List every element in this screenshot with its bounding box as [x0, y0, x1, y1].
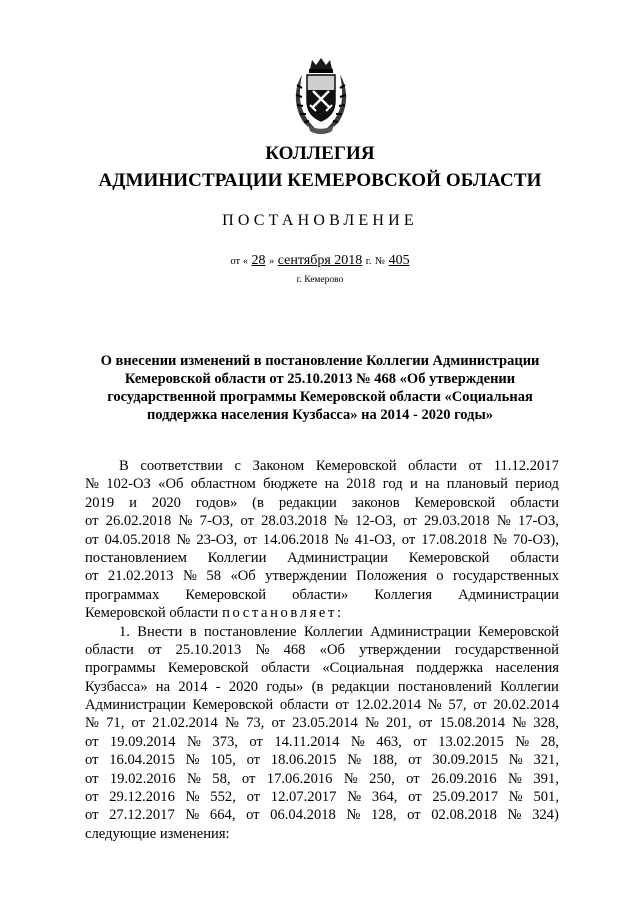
body-word: Коллегия	[374, 586, 433, 603]
date-month-year: сентября 2018	[277, 253, 363, 268]
body-word: 25.09.2017	[432, 789, 499, 806]
body-line	[85, 586, 559, 604]
body-word: 468	[283, 641, 306, 658]
body-word: 17-ОЗ,	[517, 513, 559, 530]
body-word: №	[185, 752, 200, 769]
body-word: Внести	[137, 623, 183, 640]
body-word: от	[418, 715, 433, 732]
body-word: №	[515, 733, 530, 750]
body-word: 664,	[209, 807, 236, 824]
body-word: от	[85, 531, 99, 548]
body-word: Кемеровской	[414, 494, 496, 511]
body-word: (в	[311, 678, 324, 695]
body-line	[85, 678, 559, 696]
body-word: 26.09.2016	[430, 770, 497, 787]
body-word: №	[185, 807, 200, 824]
body-word: 20.02.2014	[493, 697, 559, 714]
body-word: бюджете	[263, 476, 318, 493]
body-word: 26.02.2018	[105, 513, 172, 530]
body-word: 28,	[540, 733, 559, 750]
body-word: области»	[292, 586, 349, 603]
body-word: области	[510, 494, 559, 511]
body-word: 328,	[533, 715, 559, 732]
body-word: №	[346, 807, 361, 824]
body-word: 58	[206, 568, 221, 585]
body-word: от	[335, 697, 349, 714]
body-word: 128,	[371, 807, 397, 824]
body-word: №	[183, 568, 197, 585]
title-line: Кемеровской области от 25.10.2013 № 468 «Об утверждении	[124, 371, 516, 387]
body-word: В	[119, 458, 129, 474]
body-word: поддержка	[416, 660, 484, 677]
body-word: №	[347, 752, 362, 769]
body-word: области	[279, 697, 329, 714]
body-word: год	[382, 476, 403, 493]
body-word: 23.05.2014	[292, 715, 358, 732]
body-word: №	[186, 770, 201, 787]
body-word: области	[510, 549, 559, 566]
title-line: поддержка населения Кузбасса» на 2014 - 2020 годы»	[146, 407, 494, 423]
body-word: Положения	[356, 568, 427, 585]
body-word: №	[224, 715, 239, 732]
body-word: №	[334, 513, 348, 530]
body-word: 2020	[151, 494, 181, 511]
body-word: Администрации	[287, 549, 388, 566]
body-word: Администрации	[85, 697, 186, 714]
body-word: 364,	[371, 789, 398, 806]
body-word: №	[508, 770, 522, 787]
body-line	[85, 531, 559, 549]
body-word: на	[425, 476, 440, 493]
body-word: от	[473, 697, 487, 714]
body-word: постановляет:	[222, 605, 344, 622]
body-word: Кемеровской	[408, 549, 490, 566]
body-word: -	[215, 678, 221, 695]
body-word: от	[468, 458, 483, 474]
body-word: №	[508, 789, 523, 806]
body-word: №	[493, 531, 507, 548]
body-word: 25.10.2013	[175, 641, 242, 658]
body-word: в	[189, 623, 197, 640]
body-word: постановлением	[85, 549, 187, 566]
body-word: 06.04.2018	[270, 807, 336, 824]
body-word: Коллегии	[303, 623, 363, 640]
body-word: 19.02.2016	[109, 770, 176, 787]
body-word: государственной	[454, 641, 559, 658]
body-word: от	[85, 568, 99, 585]
body-word: 2014	[178, 678, 208, 695]
body-word: №	[427, 697, 442, 714]
title-line: О внесении изменений в постановление Коллегии Администрации	[100, 353, 540, 369]
body-word: Кемеровской	[185, 586, 267, 603]
body-word: 2020	[228, 678, 259, 695]
body-word: 105,	[210, 752, 236, 769]
body-word: от	[85, 789, 99, 806]
body-word: 463,	[376, 733, 402, 750]
body-word: от	[246, 807, 260, 824]
body-word: на	[324, 476, 339, 493]
body-line	[85, 788, 559, 806]
body-word: 04.05.2018	[104, 531, 171, 548]
body-word: законов	[351, 494, 400, 511]
body-word: от	[403, 513, 417, 530]
body-word: государственных	[452, 568, 559, 585]
body-word: постановление	[203, 623, 297, 640]
body-word: Кузбасса»	[85, 678, 148, 695]
body-word: 18.06.2015	[270, 752, 337, 769]
body-line	[85, 567, 559, 585]
document-date-number	[0, 253, 640, 269]
body-word: от	[241, 770, 256, 787]
body-word: 41-ОЗ,	[354, 531, 396, 548]
body-line	[85, 696, 559, 714]
body-word: 15.08.2014	[439, 715, 506, 732]
body-word: 58,	[212, 770, 231, 787]
body-word: области	[85, 641, 134, 658]
body-word: от	[147, 641, 162, 658]
body-word: 324)	[532, 807, 559, 824]
body-word: областном	[190, 476, 256, 493]
body-word: 19.09.2014	[109, 733, 176, 750]
body-word: №	[508, 752, 523, 769]
body-word: с	[234, 458, 241, 474]
body-word: №	[187, 733, 201, 750]
body-word: 11.12.2017	[493, 458, 559, 474]
body-word: 73,	[246, 715, 265, 732]
body-word: 12.07.2017	[270, 789, 337, 806]
body-word: «Об	[230, 568, 256, 585]
body-word: 321,	[533, 752, 559, 769]
body-word: 70-ОЗ),	[513, 531, 559, 548]
city: г. Кемерово	[296, 275, 344, 285]
body-word: 21.02.2013	[107, 568, 174, 585]
body-word: 501,	[533, 789, 559, 806]
body-word: «Об	[319, 641, 345, 658]
body-word: 188,	[371, 752, 398, 769]
body-word: №	[85, 476, 99, 493]
body-word: следующие изменения:	[85, 825, 230, 842]
body-word: №	[85, 715, 99, 732]
body-line	[85, 751, 559, 769]
body-word: №	[334, 531, 349, 548]
body-word: от	[246, 789, 261, 806]
body-word: утверждении	[265, 568, 347, 585]
body-word: Кемеровской области	[85, 605, 219, 622]
body-word: 17.06.2016	[266, 770, 333, 787]
body-word: Законом	[252, 458, 305, 474]
body-word: №	[343, 770, 358, 787]
body-line	[85, 623, 559, 641]
body-line	[85, 549, 559, 567]
body-word: 71,	[106, 715, 125, 732]
body-line	[85, 770, 559, 788]
body-line	[85, 714, 559, 732]
body-word: 201,	[386, 715, 412, 732]
body-word: 14.06.2018	[262, 531, 329, 548]
body-word: 12.02.2014	[355, 697, 422, 714]
body-word: 14.11.2014	[274, 733, 340, 750]
body-word: 102-ОЗ	[106, 476, 151, 493]
body-word: 57,	[448, 697, 467, 714]
body-word: постановлений	[397, 678, 492, 695]
body-line	[85, 512, 559, 530]
body-word: Коллегии	[207, 549, 267, 566]
body-word: от	[85, 733, 99, 750]
body-word: 29.03.2018	[423, 513, 490, 530]
body-word: Администрации	[370, 623, 471, 640]
body-line	[85, 733, 559, 751]
date-prefix: от «	[230, 256, 248, 267]
body-word: №	[364, 715, 379, 732]
body-word: от	[408, 752, 422, 769]
coat-of-arms-emblem	[288, 55, 354, 137]
body-word: (в	[252, 494, 264, 511]
body-word: на	[155, 678, 171, 695]
body-word: «Социальная	[322, 660, 404, 677]
body-word: 13.02.2015	[438, 733, 504, 750]
body-word: плановый	[446, 476, 508, 493]
body-word: населения	[495, 660, 559, 677]
year-suffix: г.	[365, 256, 372, 267]
body-line	[85, 457, 559, 475]
body-word: редакции	[331, 678, 390, 695]
body-word: 250,	[369, 770, 395, 787]
body-word: 27.12.2017	[109, 807, 175, 824]
title-line: государственной программы Кемеровской области «Социальная	[107, 389, 533, 405]
body-word: от	[271, 715, 285, 732]
body-line	[85, 825, 559, 843]
body-word: от	[85, 770, 99, 787]
body-word: от	[85, 513, 99, 530]
body-line	[85, 494, 559, 512]
body-word: утверждении	[359, 641, 441, 658]
body-word: №	[512, 715, 527, 732]
body-word: годов»	[195, 494, 238, 511]
body-line	[85, 604, 559, 622]
body-word: Кемеровской	[315, 458, 397, 474]
body-word: от	[240, 513, 254, 530]
body-word: «Об	[158, 476, 184, 493]
body-word: №	[176, 531, 191, 548]
body-word: редакции	[278, 494, 337, 511]
body-word: №	[350, 733, 365, 750]
body-word: от	[85, 807, 99, 824]
body-word: годы»	[266, 678, 304, 695]
body-line	[85, 659, 559, 677]
body-word: №	[255, 641, 270, 658]
body-word: 29.12.2016	[109, 789, 175, 806]
body-word: области	[261, 660, 310, 677]
body-word: 1.	[119, 623, 130, 640]
body-line	[85, 806, 559, 824]
body-word: Кемеровской	[478, 623, 559, 640]
body-word: программы	[85, 660, 156, 677]
body-word: 17.08.2018	[421, 531, 487, 548]
body-word: Администрации	[458, 586, 559, 603]
body-word: от	[246, 752, 261, 769]
body-word: 30.09.2015	[432, 752, 499, 769]
body-word: Коллегии	[500, 678, 559, 695]
number-label: №	[375, 256, 386, 267]
body-word: от	[85, 752, 99, 769]
body-word: №	[496, 513, 511, 530]
body-word: 16.04.2015	[109, 752, 175, 769]
body-word: период	[515, 476, 559, 493]
date-mid: »	[269, 256, 275, 267]
date-day: 28	[251, 253, 266, 268]
body-word: 2018	[346, 476, 376, 493]
body-word: №	[185, 789, 200, 806]
body-word: соответствии	[140, 458, 223, 474]
document-type: ПОСТАНОВЛЕНИЕ	[222, 212, 418, 229]
body-word: 28.03.2018	[261, 513, 327, 530]
body-word: 373,	[212, 733, 238, 750]
body-word: и	[410, 476, 418, 493]
body-word: о	[436, 568, 444, 585]
body-word: №	[178, 513, 193, 530]
body-word: 552,	[210, 789, 236, 806]
body-word: и	[129, 494, 137, 511]
body-word: 02.08.2018	[431, 807, 497, 824]
document-title	[80, 352, 560, 424]
document-number: 405	[388, 253, 410, 268]
body-word: от	[401, 531, 416, 548]
body-word: №	[507, 807, 522, 824]
body-word: 12-ОЗ,	[355, 513, 397, 530]
body-word: от	[413, 733, 427, 750]
body-word: 391,	[533, 770, 559, 787]
body-word: 2019	[85, 494, 115, 511]
body-word: Кемеровской	[167, 660, 249, 677]
body-word: области	[408, 458, 457, 474]
body-word: от	[408, 789, 422, 806]
body-word: от	[243, 531, 257, 548]
document-body	[85, 457, 559, 843]
body-word: 7-ОЗ,	[199, 513, 234, 530]
body-word: 21.02.2014	[152, 715, 218, 732]
body-word: №	[347, 789, 362, 806]
body-word: от	[249, 733, 263, 750]
body-word: от	[131, 715, 145, 732]
organization-name-line2: АДМИНИСТРАЦИИ КЕМЕРОВСКОЙ ОБЛАСТИ	[98, 170, 542, 191]
organization-name-line1: КОЛЛЕГИЯ	[265, 143, 375, 164]
body-line	[85, 641, 559, 659]
body-word: от	[407, 807, 421, 824]
body-word: 23-ОЗ,	[196, 531, 238, 548]
body-word: от	[406, 770, 420, 787]
body-word: Кемеровской	[192, 697, 274, 714]
body-line	[85, 475, 559, 493]
body-word: программах	[85, 586, 160, 603]
